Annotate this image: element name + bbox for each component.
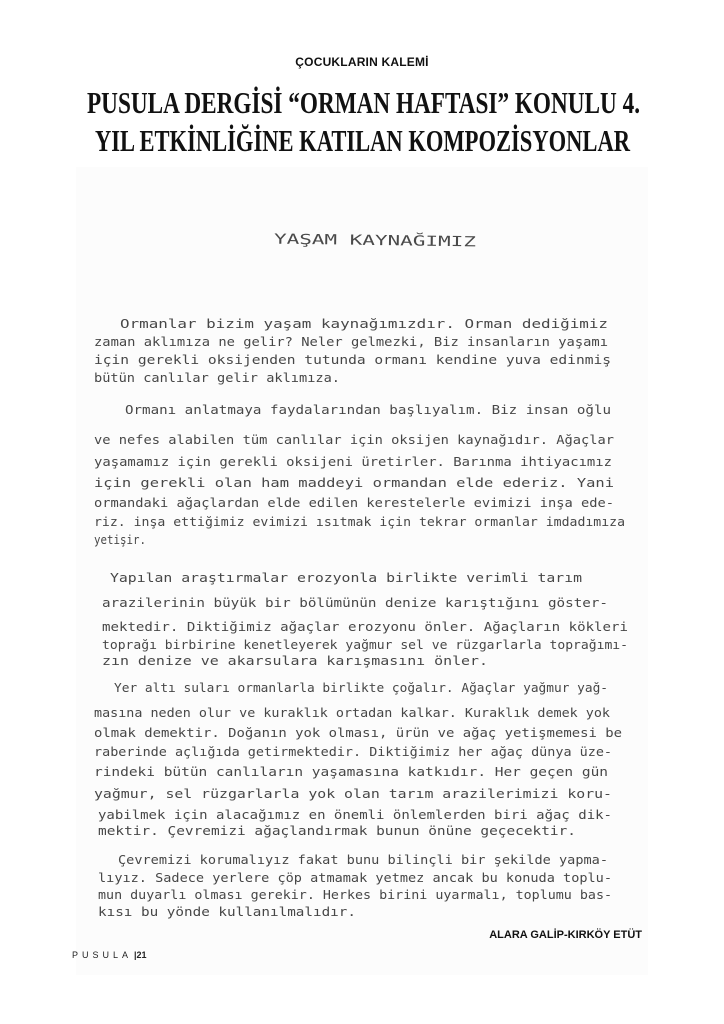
- handwritten-line: zın denize ve akarsulara karışmasını önler.: [102, 653, 488, 668]
- handwritten-line: yabilmek için alacağımız en önemli önlemlerden biri ağaç dik-: [98, 807, 612, 822]
- handwritten-line: ormandaki ağaçlardan elde edilen kerestelerle evimizi inşa ede-: [94, 495, 614, 510]
- handwritten-line: ve nefes alabilen tüm canlılar için oksijen kaynağıdır. Ağaçlar: [94, 432, 615, 447]
- handwritten-line: mektir. Çevremizi ağaçlandırmak bunun önüne geçecektir.: [98, 823, 576, 838]
- handwritten-line: masına neden olur ve kuraklık ortadan kalkar. Kuraklık demek yok: [94, 705, 611, 720]
- magazine-name: PUSULA: [72, 950, 133, 960]
- handwritten-line: bütün canlılar gelir aklımıza.: [94, 370, 340, 385]
- title-line-2: YIL ETKİNLİĞİNE KATILAN KOMPOZİSYONLAR: [95, 123, 631, 158]
- handwritten-line: Ormanlar bizim yaşam kaynağımızdır. Orman dediğimiz: [120, 316, 608, 331]
- handwritten-line: mun duyarlı olması gerekir. Herkes birini uyarmalı, toplumu bas-: [98, 887, 612, 902]
- page-number: 21: [136, 950, 147, 960]
- page-footer: [72, 950, 147, 961]
- handwritten-line: zaman aklımıza ne gelir? Neler gelmezki, Biz insanların yaşamı: [94, 334, 608, 349]
- handwritten-line: için gerekli oksijenden tutunda ormanı kendine yuva edinmiş: [94, 352, 611, 367]
- handwritten-line: olmak demektir. Doğanın yok olması, ürün ve ağaç yetişmemesi be: [94, 725, 622, 740]
- handwritten-line: arazilerinin büyük bir bölümünün denize karıştığını göster-: [102, 595, 608, 610]
- handwritten-line: lıyız. Sadece yerlere çöp atmamak yetmez ancak bu konuda toplu-: [98, 870, 612, 885]
- handwritten-line: raberinde açlığıda getirmektedir. Diktiğimiz her ağaç dünya üze-: [94, 744, 612, 759]
- section-label: ÇOCUKLARIN KALEMİ: [295, 55, 429, 69]
- handwritten-line: kısı bu yönde kullanılmalıdır.: [98, 904, 356, 919]
- handwritten-line: yağmur, sel rüzgarlarla yok olan tarım arazilerimizi koru-: [94, 786, 612, 801]
- page-title: [0, 0, 724, 170]
- scanned-composition-sheet: [76, 167, 648, 975]
- handwritten-line: Ormanı anlatmaya faydalarından başlıyalım. Biz insan oğlu: [125, 402, 611, 417]
- title-line-1: PUSULA DERGİSİ “ORMAN HAFTASI” KONULU 4.: [87, 85, 640, 120]
- handwritten-line: riz. inşa ettiğimiz evimizi ısıtmak için tekrar ormanlar imdadımıza: [94, 514, 625, 529]
- handwritten-line: Çevremizi korumalıyız fakat bunu bilinçli bir şekilde yapma-: [118, 852, 608, 867]
- handwritten-line: Yer altı suları ormanlarla birlikte çoğalır. Ağaçlar yağmur yağ-: [114, 680, 608, 695]
- handwritten-line: Yapılan araştırmalar erozyonla birlikte verimli tarım: [110, 570, 582, 585]
- handwritten-line: mektedir. Diktiğimiz ağaçlar erozyonu önler. Ağaçların kökleri: [102, 619, 628, 634]
- composition-heading: YAŞAM KAYNAĞIMIZ: [273, 231, 409, 250]
- author-credit: ALARA GALİP-KIRKÖY ETÜT: [489, 929, 642, 941]
- handwritten-line: rindeki bütün canlıların yaşamasına katkıdır. Her geçen gün: [94, 764, 608, 779]
- handwritten-line: için gerekli olan ham maddeyi ormandan elde ederiz. Yani: [94, 475, 614, 490]
- handwritten-line: toprağı birbirine kenetleyerek yağmur sel ve rüzgarlarla toprağımı-: [102, 637, 628, 652]
- handwritten-line: yetişir.: [94, 532, 146, 547]
- footer-separator: |: [134, 950, 137, 960]
- handwritten-line: yaşamamız için gerekli oksijeni üretirler. Barınma ihtiyacımız: [94, 454, 612, 469]
